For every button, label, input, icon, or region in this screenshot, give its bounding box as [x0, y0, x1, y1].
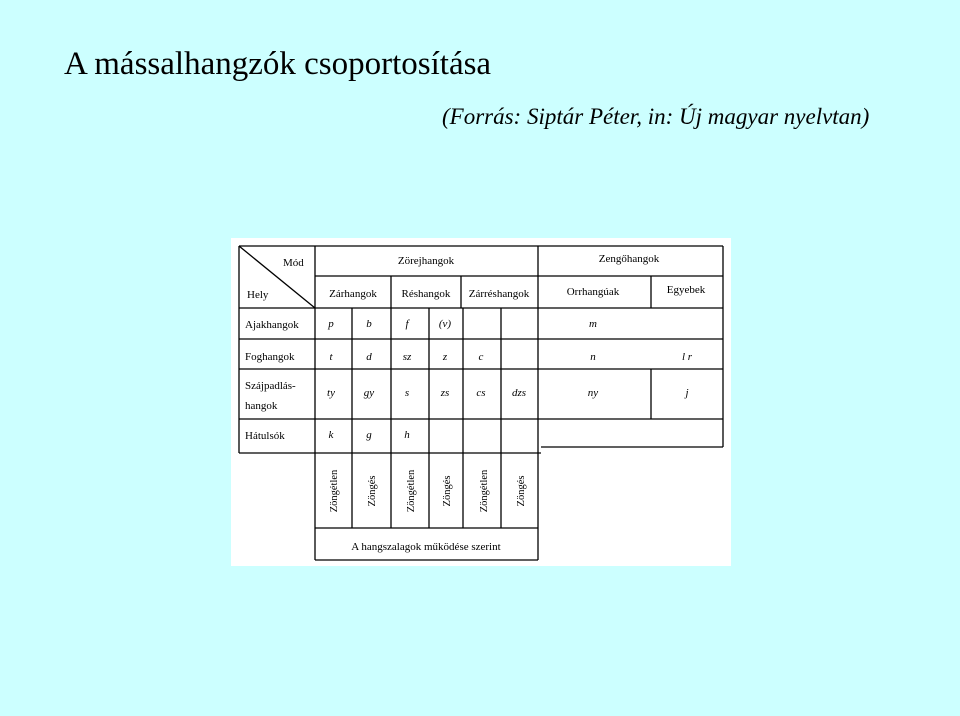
- table-cell: dzs: [511, 387, 527, 399]
- voicing-label: Zöngétlen: [479, 469, 490, 513]
- table-cell: f: [405, 318, 409, 330]
- table-cell: k: [328, 429, 334, 441]
- table-cell: z: [442, 351, 448, 363]
- table-cell: c: [478, 351, 484, 363]
- table-cell: ty: [327, 387, 335, 399]
- column-header-fricatives: Réshangok: [401, 288, 451, 300]
- voicing-label: Zöngétlen: [406, 469, 417, 513]
- table-cell: n: [590, 351, 596, 363]
- row-label-palatals-cont: hangok: [245, 400, 278, 412]
- table-cell: sz: [402, 351, 412, 363]
- table-cell: h: [404, 429, 410, 441]
- row-label-palatals: Szájpadlás-: [245, 380, 296, 392]
- table-cell: d: [366, 351, 372, 363]
- group-header-obstruents: Zörejhangok: [397, 255, 455, 267]
- voicing-label: Zöngétlen: [329, 469, 340, 513]
- table-cell: p: [328, 318, 334, 330]
- table-cell: g: [366, 429, 372, 441]
- table-cell: t: [329, 351, 333, 363]
- column-header-others: Egyebek: [666, 284, 706, 296]
- table-cell: gy: [363, 387, 375, 399]
- voicing-label: Zöngés: [442, 475, 453, 507]
- footer-caption: A hangszalagok működése szerint: [351, 541, 501, 553]
- slide-subtitle: (Forrás: Siptár Péter, in: Új magyar nyelvtan): [442, 104, 870, 129]
- consonant-table-figure: [231, 238, 731, 566]
- table-cell: l r: [681, 351, 693, 363]
- table-cell: zs: [440, 387, 450, 399]
- row-label-velars: Hátulsók: [245, 430, 285, 442]
- table-cell: m: [589, 318, 597, 330]
- column-header-affricates: Zárréshangok: [468, 288, 530, 300]
- column-header-stops: Zárhangok: [329, 288, 377, 300]
- slide-title: A mássalhangzók csoportosítása: [64, 46, 492, 82]
- table-cell: b: [366, 318, 372, 330]
- table-cell: j: [685, 387, 689, 399]
- mode-label: Mód: [283, 257, 304, 269]
- table-cell: s: [404, 387, 410, 399]
- column-header-nasals: Orrhangúak: [566, 286, 620, 298]
- consonant-table: [231, 238, 731, 566]
- place-label: Hely: [247, 289, 269, 301]
- group-header-sonorants: Zengőhangok: [598, 253, 660, 265]
- row-label-dentals: Foghangok: [245, 351, 295, 363]
- voicing-label: Zöngés: [516, 475, 527, 507]
- table-cell: (v): [438, 318, 452, 330]
- voicing-label: Zöngés: [367, 475, 378, 507]
- table-cell: ny: [587, 387, 599, 399]
- row-label-labials: Ajakhangok: [245, 319, 299, 331]
- table-cell: cs: [476, 387, 486, 399]
